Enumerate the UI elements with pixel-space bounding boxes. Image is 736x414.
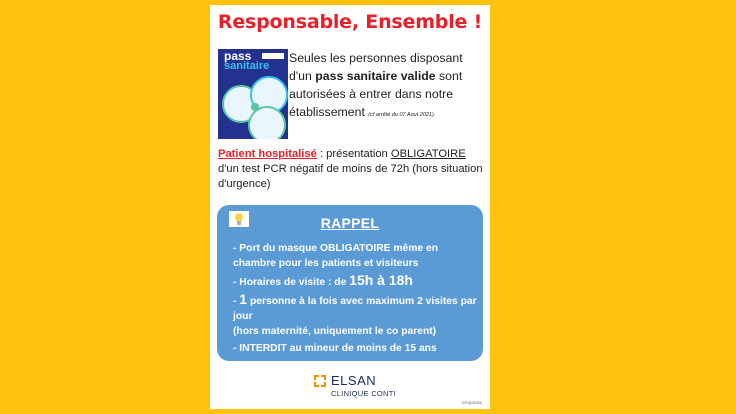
visites-text: personne à la fois avec maximum 2 visites par jour bbox=[233, 296, 477, 322]
intro-bold: pass sanitaire valide bbox=[315, 69, 436, 83]
rappel-item-masque: - Port du masque OBLIGATOIRE même en chambre pour les patients et visiteurs bbox=[233, 243, 439, 269]
rappel-box bbox=[217, 205, 483, 361]
intro-part2: sont autorisées à entrer dans notre établissement bbox=[289, 69, 463, 119]
patient-label: Patient hospitalisé bbox=[218, 148, 317, 160]
patient-part1: : présentation bbox=[316, 148, 391, 160]
intro-note: (cf arrêté du 07 Aout 2021). bbox=[368, 112, 436, 118]
horaires-prefix: - Horaires de visite : de bbox=[233, 277, 350, 288]
patient-part2: d'un test PCR négatif de moins de 72h (hors situation d'urgence) bbox=[218, 163, 483, 190]
pass-sanitaire-image bbox=[218, 49, 288, 139]
visites-note: (hors maternité, uniquement le co parent) bbox=[233, 326, 437, 337]
elsan-logo bbox=[313, 372, 453, 402]
logo-name: ELSAN bbox=[331, 373, 377, 388]
pass-image-line2: sanitaire bbox=[224, 60, 270, 72]
intro-text bbox=[289, 49, 485, 124]
rappel-item-interdit: - INTERDIT au mineur de moins de 15 ans bbox=[233, 343, 437, 354]
poster-date: 07/11/2021 bbox=[462, 400, 482, 405]
patient-text bbox=[218, 147, 486, 192]
poster bbox=[210, 5, 490, 409]
visites-prefix: - bbox=[233, 296, 240, 307]
pass-image-line1: pass bbox=[224, 49, 252, 63]
rappel-item-horaires bbox=[233, 273, 477, 290]
elsan-logo-icon bbox=[313, 374, 327, 388]
intro-part1: Seules les personnes disposant d'un bbox=[289, 51, 463, 83]
logo-sub: CLINIQUE CONTI bbox=[331, 389, 397, 398]
rappel-item-visites bbox=[233, 292, 477, 339]
poster-title: Responsable, Ensemble ! bbox=[217, 11, 483, 33]
rappel-list bbox=[233, 241, 477, 358]
visites-num: 1 bbox=[239, 291, 248, 307]
rappel-title: RAPPEL bbox=[320, 215, 380, 231]
patient-obligatoire: OBLIGATOIRE bbox=[390, 148, 466, 160]
horaires-hours: 15h à 18h bbox=[349, 272, 413, 288]
